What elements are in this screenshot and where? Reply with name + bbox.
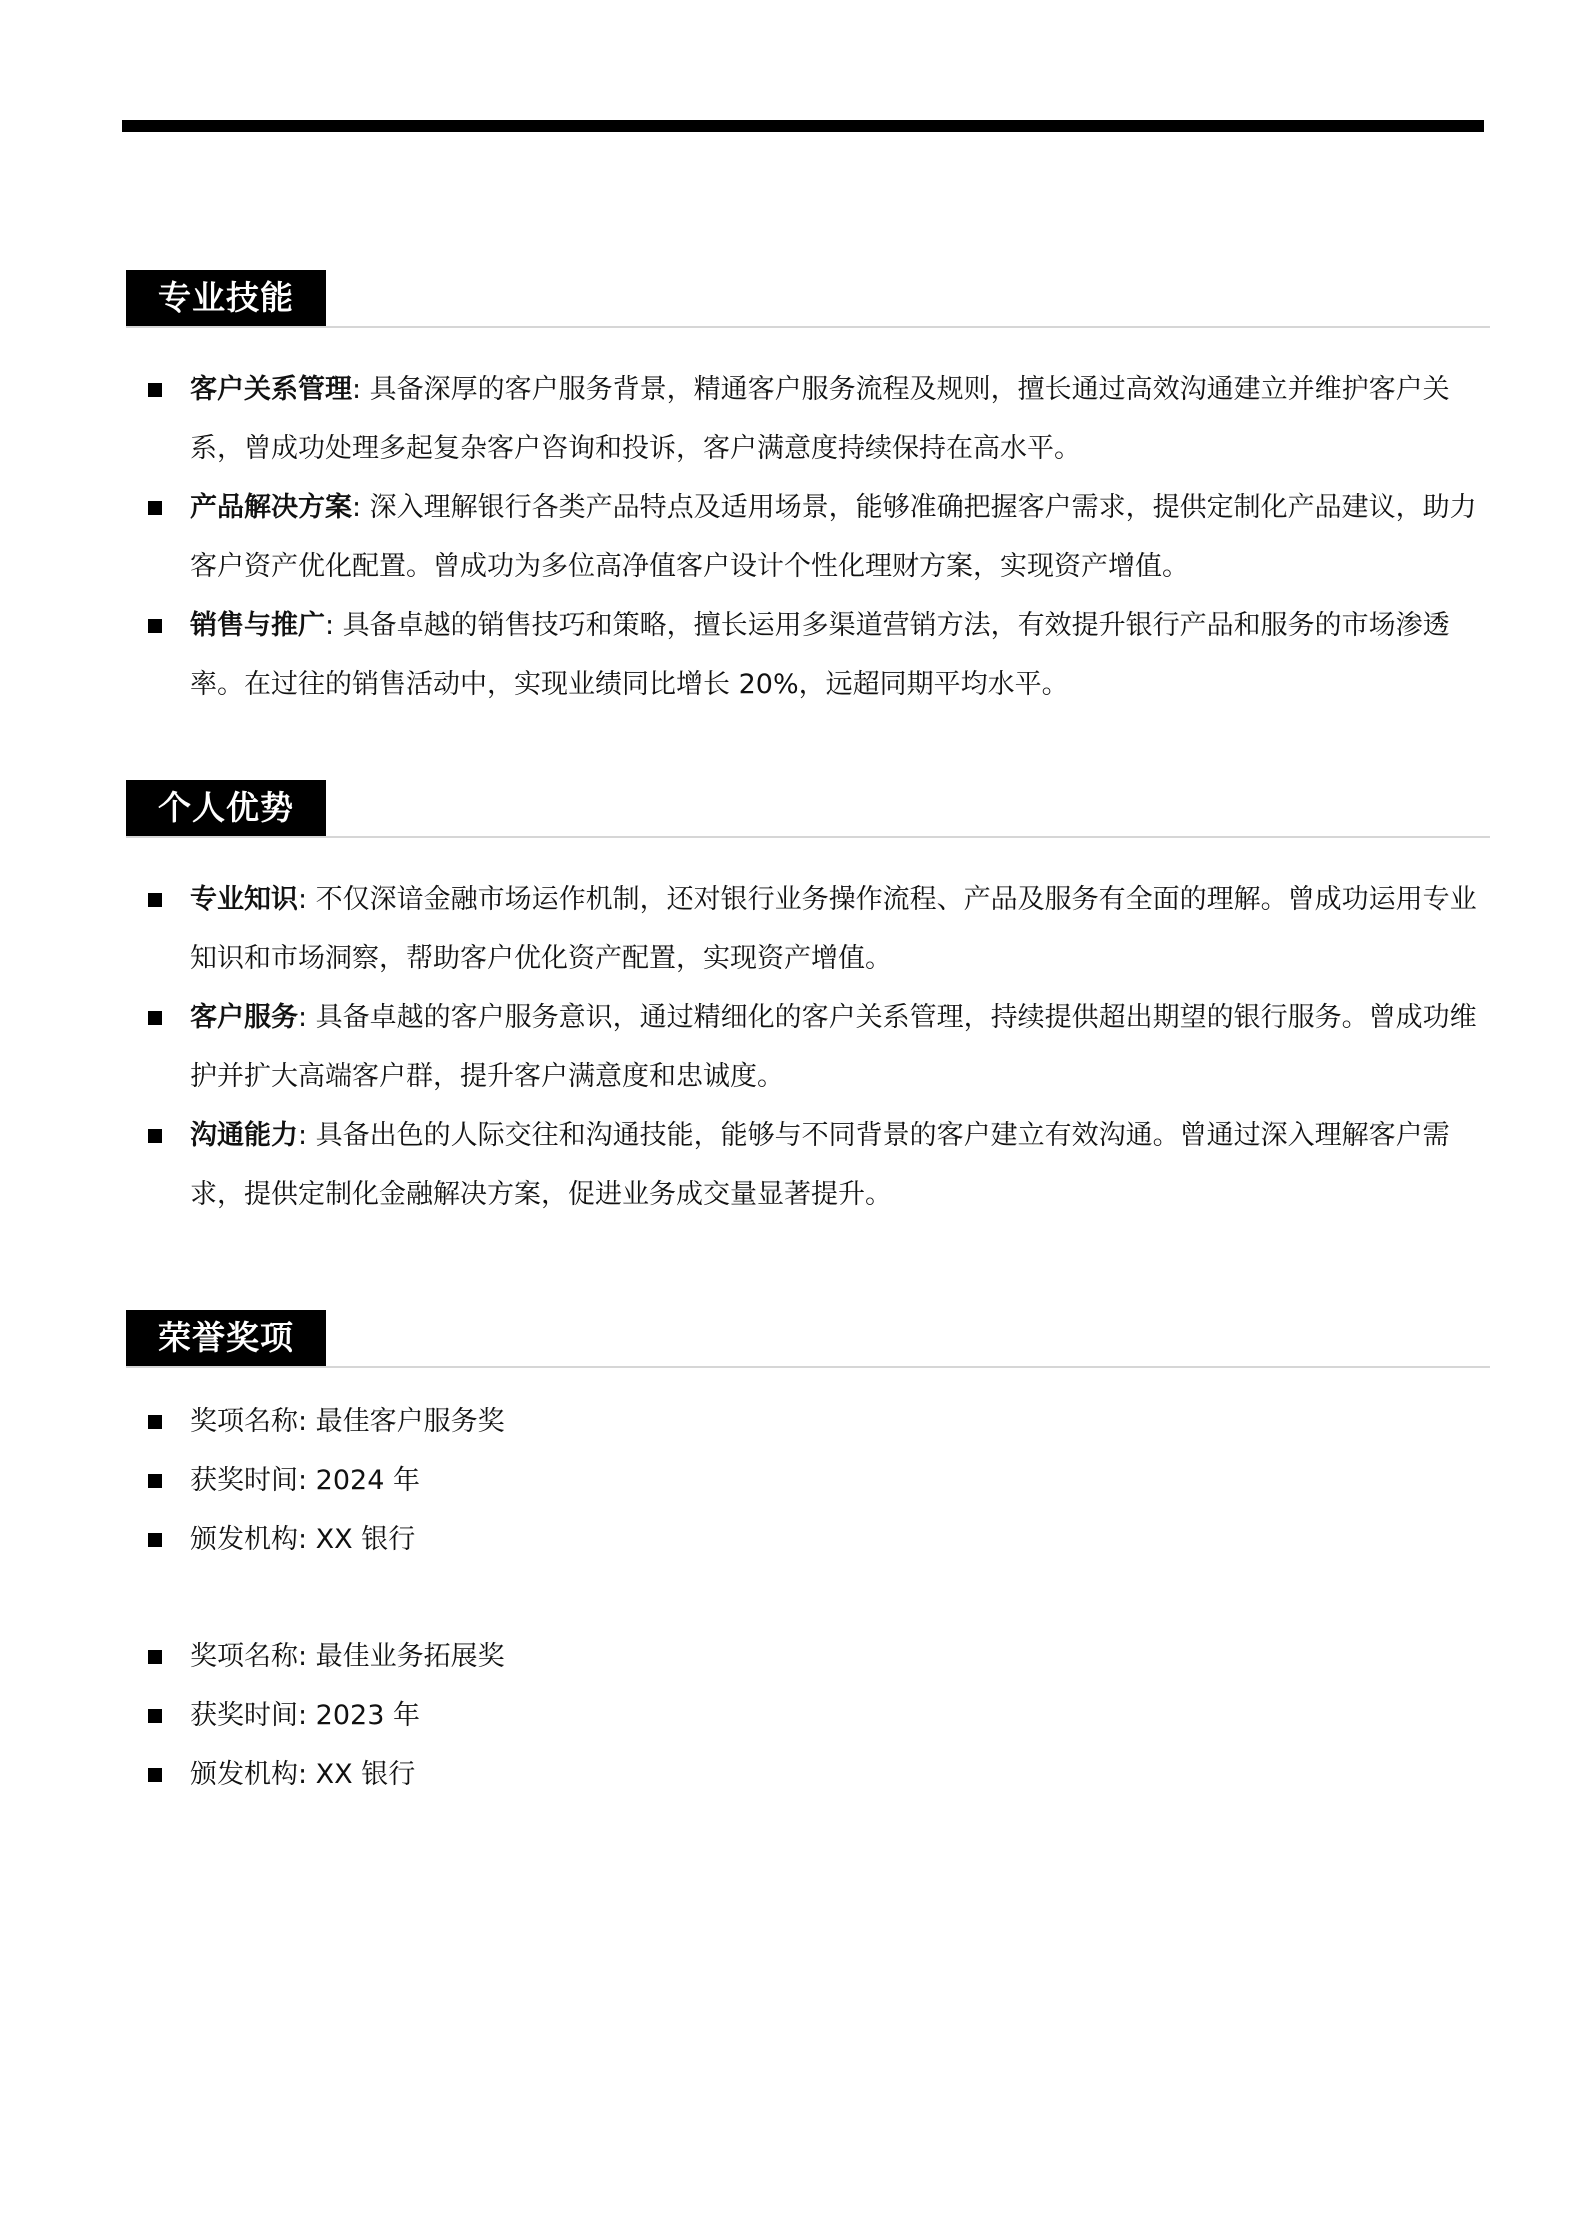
square-bullet-icon: [148, 1650, 162, 1664]
award-time-text: 获奖时间: 2023 年: [190, 1700, 420, 1731]
strengths-list: [126, 870, 1490, 1224]
award-name-text: 奖项名称: 最佳客户服务奖: [190, 1406, 505, 1437]
square-bullet-icon: [148, 383, 162, 397]
award-group: [126, 1627, 1490, 1804]
item-text: : 具备卓越的销售技巧和策略，擅长运用多渠道营销方法，有效提升银行产品和服务的市场渗透率。在过往的销售活动中，实现业绩同比增长 20%，远超同期平均水平。: [190, 610, 1450, 700]
award-name: [126, 1392, 1490, 1451]
item-term: 沟通能力: [190, 1120, 298, 1151]
list-item: [126, 870, 1490, 988]
square-bullet-icon: [148, 1474, 162, 1488]
square-bullet-icon: [148, 501, 162, 515]
award-time-text: 获奖时间: 2024 年: [190, 1465, 420, 1496]
section-title: 荣誉奖项: [126, 1310, 326, 1366]
section-header: [126, 780, 1490, 838]
square-bullet-icon: [148, 893, 162, 907]
section-header: [126, 1310, 1490, 1368]
square-bullet-icon: [148, 1768, 162, 1782]
square-bullet-icon: [148, 1415, 162, 1429]
award-org-text: 颁发机构: XX 银行: [190, 1524, 416, 1555]
item-term: 客户关系管理: [190, 374, 352, 405]
skills-list: [126, 360, 1490, 714]
section-strengths: [126, 780, 1490, 1224]
list-item: [126, 478, 1490, 596]
award-org-text: 颁发机构: XX 银行: [190, 1759, 416, 1790]
list-item: [126, 360, 1490, 478]
award-name-text: 奖项名称: 最佳业务拓展奖: [190, 1641, 505, 1672]
award-org: [126, 1745, 1490, 1804]
section-awards: [126, 1310, 1490, 1804]
item-term: 客户服务: [190, 1002, 298, 1033]
item-term: 销售与推广: [190, 610, 325, 641]
square-bullet-icon: [148, 1709, 162, 1723]
item-text: : 深入理解银行各类产品特点及适用场景，能够准确把握客户需求，提供定制化产品建议，助力客户资产优化配置。曾成功为多位高净值客户设计个性化理财方案，实现资产增值。: [190, 492, 1477, 582]
item-text: : 具备深厚的客户服务背景，精通客户服务流程及规则，擅长通过高效沟通建立并维护客户关系，曾成功处理多起复杂客户咨询和投诉，客户满意度持续保持在高水平。: [190, 374, 1450, 464]
section-title: 专业技能: [126, 270, 326, 326]
list-item: [126, 988, 1490, 1106]
item-text: : 不仅深谙金融市场运作机制，还对银行业务操作流程、产品及服务有全面的理解。曾成功运用专业知识和市场洞察，帮助客户优化资产配置，实现资产增值。: [190, 884, 1477, 974]
item-text: : 具备卓越的客户服务意识，通过精细化的客户关系管理，持续提供超出期望的银行服务。曾成功维护并扩大高端客户群，提升客户满意度和忠诚度。: [190, 1002, 1477, 1092]
item-term: 专业知识: [190, 884, 298, 915]
square-bullet-icon: [148, 1011, 162, 1025]
section-title: 个人优势: [126, 780, 326, 836]
award-name: [126, 1627, 1490, 1686]
section-header: [126, 270, 1490, 328]
top-rule: [122, 120, 1484, 132]
square-bullet-icon: [148, 1129, 162, 1143]
item-term: 产品解决方案: [190, 492, 352, 523]
item-text: : 具备出色的人际交往和沟通技能，能够与不同背景的客户建立有效沟通。曾通过深入理解客户需求，提供定制化金融解决方案，促进业务成交量显著提升。: [190, 1120, 1450, 1210]
award-org: [126, 1510, 1490, 1569]
list-item: [126, 596, 1490, 714]
list-item: [126, 1106, 1490, 1224]
square-bullet-icon: [148, 1533, 162, 1547]
section-skills: [126, 270, 1490, 714]
award-group: [126, 1392, 1490, 1569]
award-time: [126, 1451, 1490, 1510]
square-bullet-icon: [148, 619, 162, 633]
award-time: [126, 1686, 1490, 1745]
